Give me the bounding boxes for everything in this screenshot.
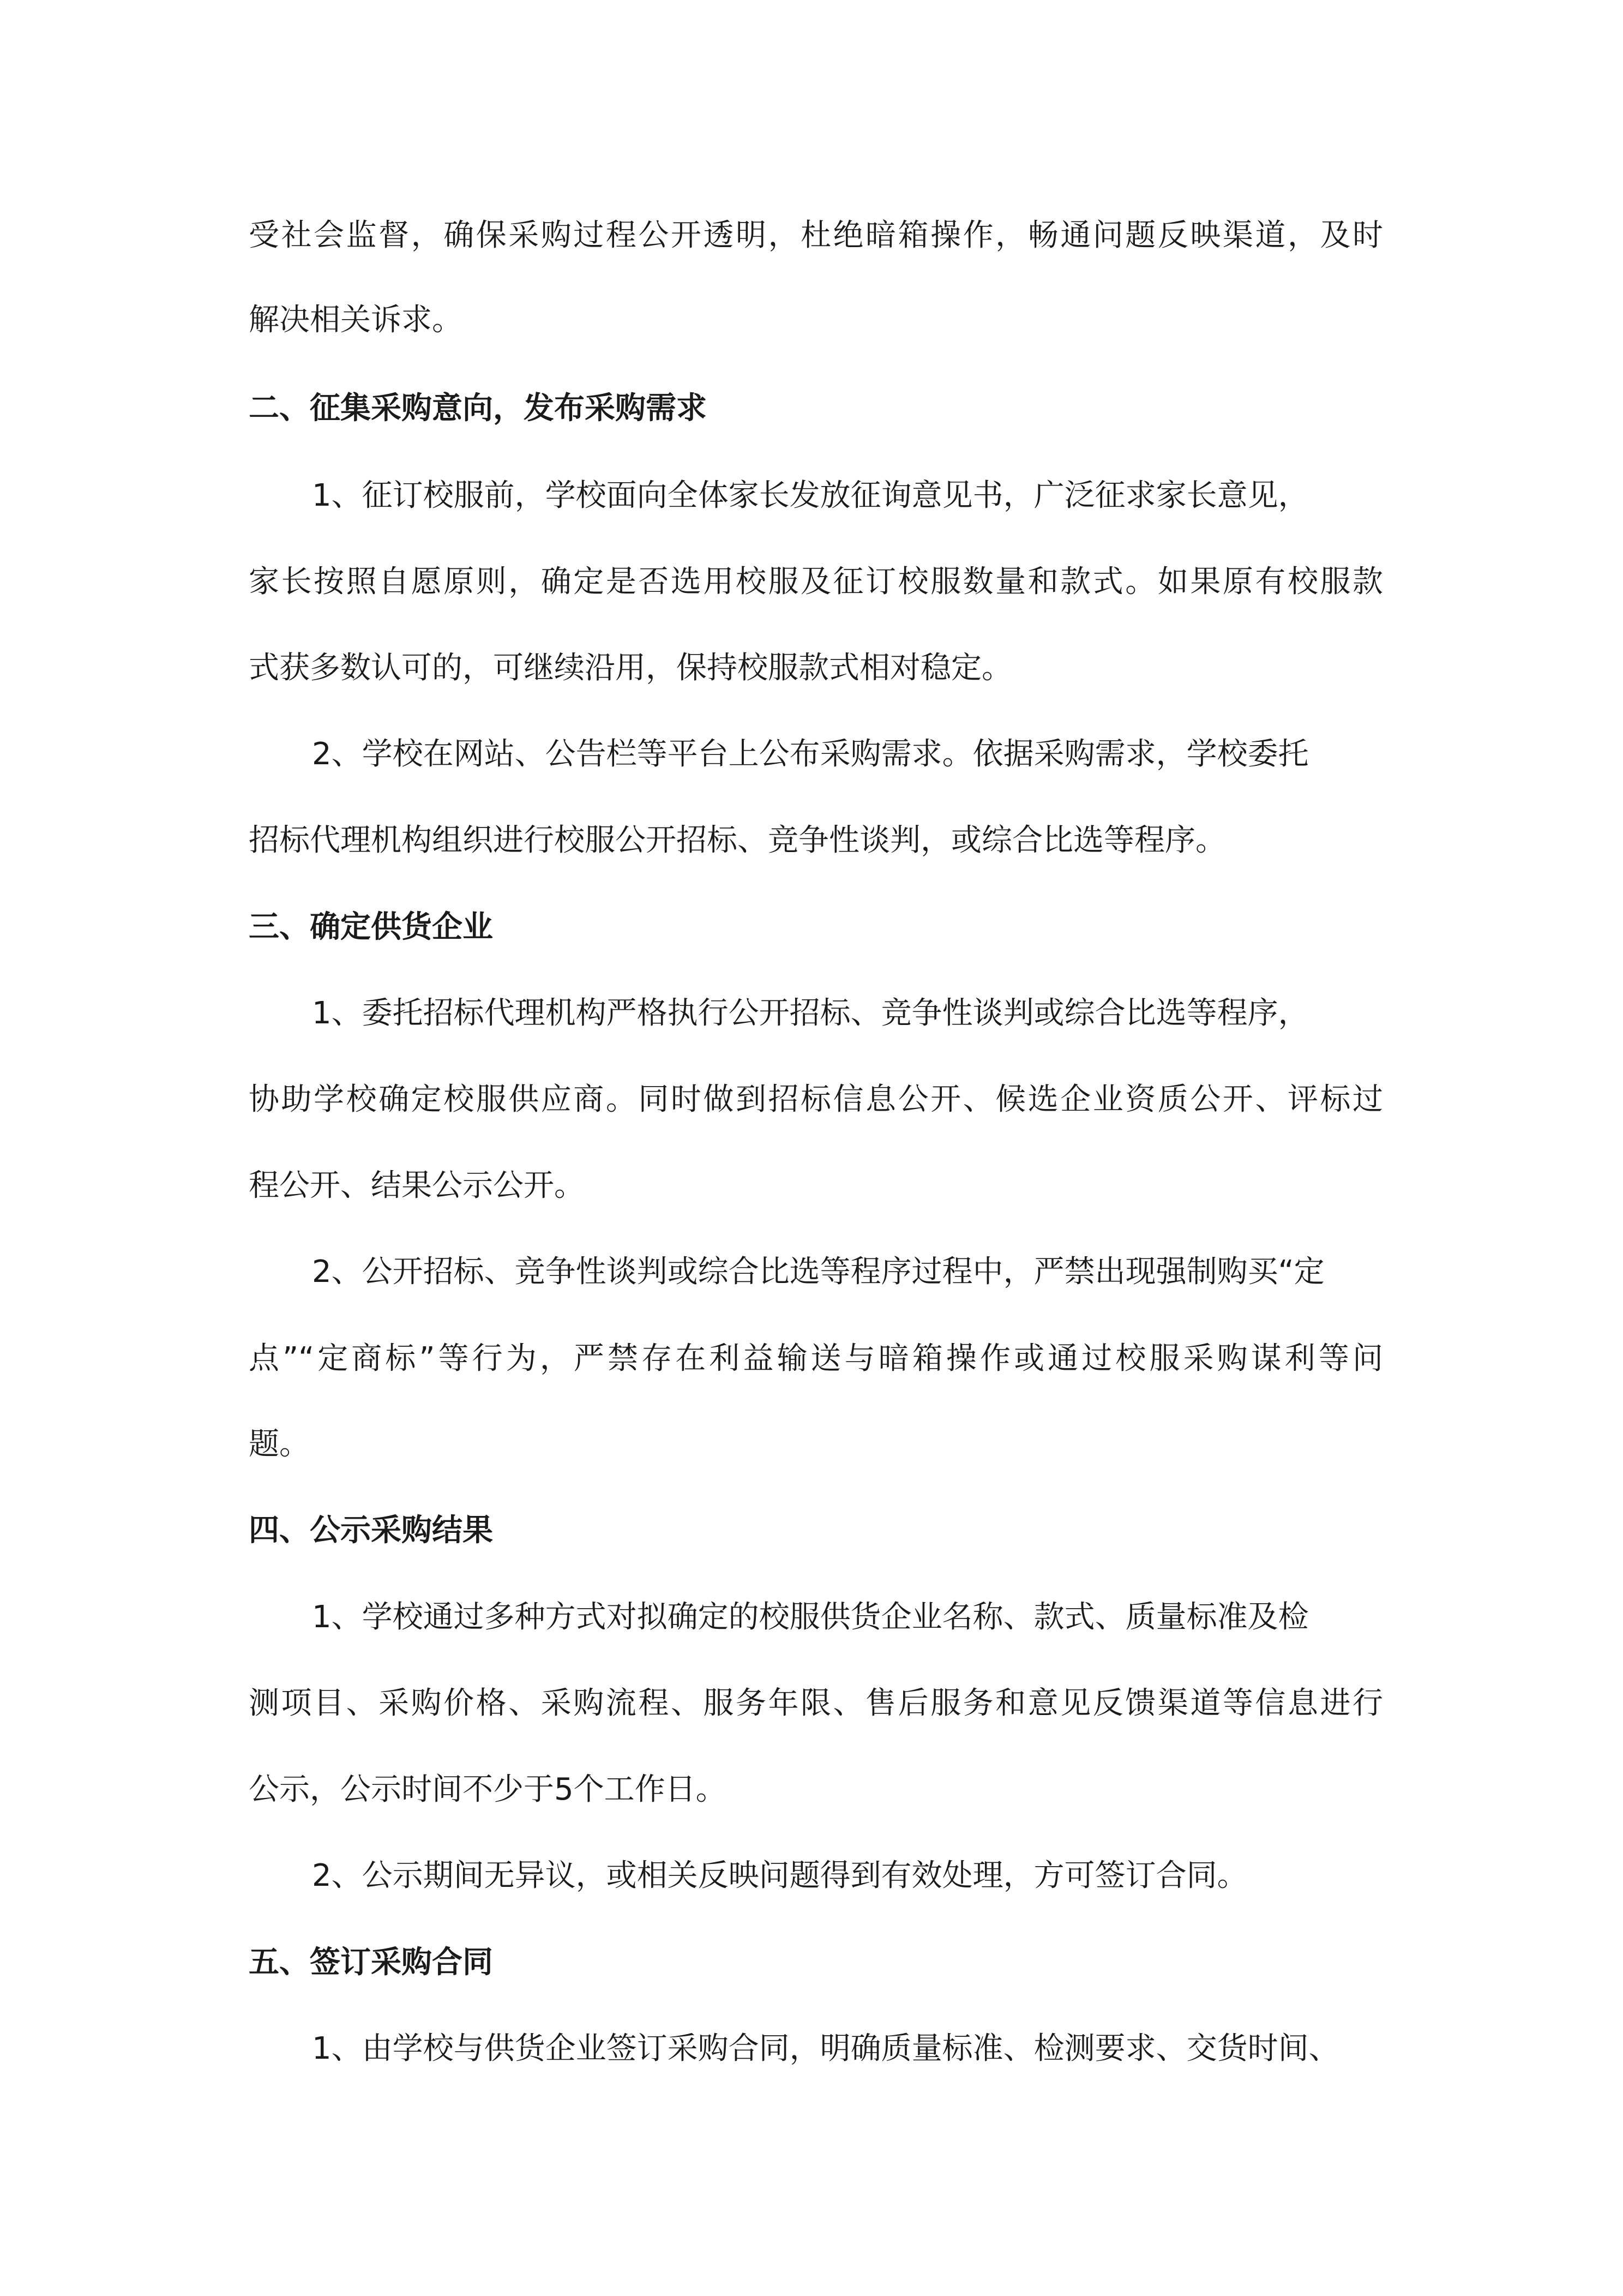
paragraph-line: 2、公示期间无异议，或相关反映问题得到有效处理，方可签订合同。 — [312, 1858, 1248, 1893]
paragraph-line: 1、征订校服前，学校面向全体家长发放征询意见书，广泛征求家长意见， — [312, 478, 1309, 513]
section-heading-4: 四、公示采购结果 — [249, 1513, 493, 1548]
section-heading-5: 五、签订采购合同 — [249, 1945, 493, 1980]
paragraph-line: 2、公开招标、竞争性谈判或综合比选等程序过程中，严禁出现强制购买“定 — [312, 1254, 1325, 1290]
section-heading-3: 三、确定供货企业 — [249, 909, 493, 945]
paragraph-line: 家长按照自愿原则，确定是否选用校服及征订校服数量和款式。如果原有校服款 — [249, 564, 1383, 600]
paragraph-continuation-line: 解决相关诉求。 — [249, 302, 462, 338]
paragraph-continuation-line: 受社会监督，确保采购过程公开透明，杜绝暗箱操作，畅通问题反映渠道，及时 — [249, 218, 1383, 253]
paragraph-line: 式获多数认可的，可继续沿用，保持校服款式相对稳定。 — [249, 650, 1012, 686]
section-heading-2: 二、征集采购意向，发布采购需求 — [249, 391, 707, 426]
paragraph-line: 题。 — [249, 1426, 310, 1462]
paragraph-line: 公示，公示时间不少于5个工作日。 — [249, 1772, 726, 1807]
paragraph-line: 协助学校确定校服供应商。同时做到招标信息公开、候选企业资质公开、评标过 — [249, 1082, 1383, 1117]
paragraph-line: 招标代理机构组织进行校服公开招标、竞争性谈判，或综合比选等程序。 — [249, 823, 1226, 858]
paragraph-line: 1、学校通过多种方式对拟确定的校服供货企业名称、款式、质量标准及检 — [312, 1599, 1309, 1635]
paragraph-line: 程公开、结果公示公开。 — [249, 1168, 585, 1203]
paragraph-line: 测项目、采购价格、采购流程、服务年限、售后服务和意见反馈渠道等信息进行 — [249, 1686, 1383, 1721]
paragraph-line: 点”“定商标”等行为，严禁存在利益输送与暗箱操作或通过校服采购谋利等问 — [249, 1341, 1383, 1376]
paragraph-line: 2、学校在网站、公告栏等平台上公布采购需求。依据采购需求，学校委托 — [312, 736, 1309, 772]
paragraph-line: 1、由学校与供货企业签订采购合同，明确质量标准、检测要求、交货时间、 — [312, 2031, 1339, 2066]
paragraph-line: 1、委托招标代理机构严格执行公开招标、竞争性谈判或综合比选等程序， — [312, 996, 1309, 1031]
